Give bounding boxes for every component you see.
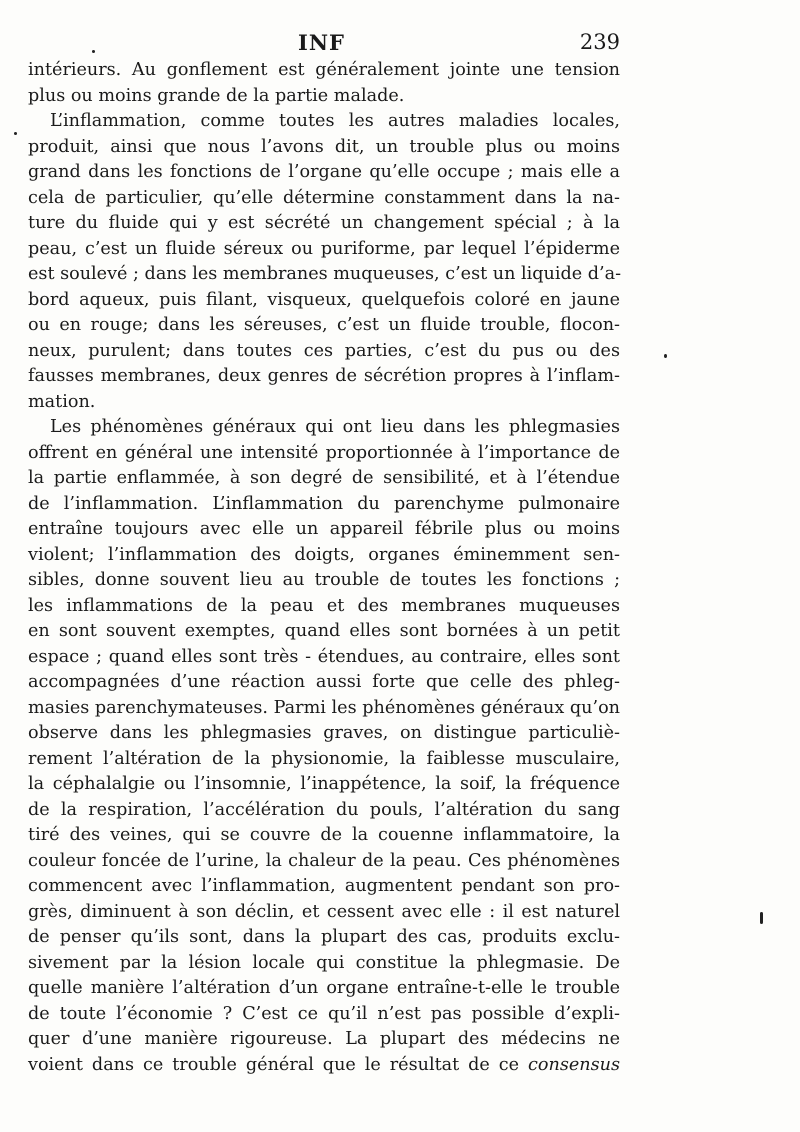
text-line: plus ou moins grande de la partie malade.: [28, 85, 405, 106]
text-line: grand dans les fonctions de l’organe qu’elle occupe ; mais elle a: [28, 162, 620, 182]
ink-speck: [92, 50, 95, 53]
text-line: sibles, donne souvent lieu au trouble de toutes les fonctions ;: [28, 570, 620, 590]
text-line: mation.: [28, 391, 96, 412]
text-line: de la respiration, l’accélération du pouls, l’altération du sang: [28, 799, 620, 820]
text-line: la céphalalgie ou l’insomnie, l’inappétence, la soif, la fréquence: [28, 774, 620, 794]
body-text: [28, 58, 620, 1078]
text-line: offrent en général une intensité proportionnée à l’importance de: [28, 442, 620, 463]
text-line: ou en rouge; dans les séreuses, c’est un fluide trouble, flocon-: [28, 315, 620, 335]
text-line: entraîne toujours avec elle un appareil fébrile plus ou moins: [28, 519, 620, 539]
text-line: sivement par la lésion locale qui constitue la phlegmasie. De: [28, 952, 620, 973]
text-line-start: voient dans ce trouble général que le résultat de ce: [28, 1054, 520, 1075]
text-line: est soulevé ; dans les membranes muqueuses, c’est un liquide d’a-: [28, 264, 622, 284]
text-line: grès, diminuent à son déclin, et cessent avec elle : il est naturel: [28, 901, 620, 922]
text-line: cela de particulier, qu’elle détermine constamment dans la na-: [28, 187, 620, 208]
text-line: fausses membranes, deux genres de sécrétion propres à l’inflam-: [28, 366, 620, 386]
text-line: accompagnées d’une réaction aussi forte que celle des phleg-: [28, 672, 620, 692]
text-line: intérieurs. Au gonflement est généralement jointe une tension: [28, 60, 620, 80]
italic-word: consensus: [528, 1054, 620, 1075]
paragraph-first-line: Les phénomènes généraux qui ont lieu dans les phlegmasies: [50, 417, 620, 437]
text-line: tiré des veines, qui se couvre de la couenne inflammatoire, la: [28, 825, 620, 845]
text-line: ture du fluide qui y est sécrété un changement spécial ; à la: [28, 213, 620, 233]
ink-speck: [664, 354, 667, 358]
catchword-line: [28, 1053, 620, 1079]
text-line: de l’inflammation. L’inflammation du parenchyme pulmonaire: [28, 493, 620, 514]
text-line: en sont souvent exemptes, quand elles sont bornées à un petit: [28, 621, 620, 641]
text-line: couleur foncée de l’urine, la chaleur de la peau. Ces phénomènes: [28, 850, 620, 871]
page-header: [28, 30, 620, 60]
ink-speck: [14, 132, 17, 135]
paragraph-first-line: L’inflammation, comme toutes les autres maladies locales,: [50, 111, 620, 131]
text-line: masies parenchymateuses. Parmi les phénomènes généraux qu’on: [28, 697, 620, 718]
text-line: rement l’altération de la physionomie, la faiblesse musculaire,: [28, 748, 620, 769]
text-line: peau, c’est un fluide séreux ou puriforme, par lequel l’épiderme: [28, 238, 620, 259]
text-line: bord aqueux, puis filant, visqueux, quelquefois coloré en jaune: [28, 289, 620, 310]
ink-speck: [760, 912, 763, 924]
text-line: quelle manière l’altération d’un organe entraîne-t-elle le trouble: [28, 978, 620, 998]
text-line: la partie enflammée, à son degré de sensibilité, et à l’étendue: [28, 468, 620, 488]
text-line: de penser qu’ils sont, dans la plupart des cas, produits exclu-: [28, 927, 620, 947]
text-line: de toute l’économie ? C’est ce qu’il n’est pas possible d’expli-: [28, 1003, 620, 1024]
text-line: espace ; quand elles sont très - étendues, au contraire, elles sont: [28, 646, 620, 667]
text-line: quer d’une manière rigoureuse. La plupart des médecins ne: [28, 1029, 620, 1049]
text-line: commencent avec l’inflammation, augmentent pendant son pro-: [28, 876, 620, 896]
text-line: violent; l’inflammation des doigts, organes éminemment sen-: [28, 544, 620, 565]
running-head: INF: [298, 30, 345, 55]
text-line: produit, ainsi que nous l’avons dit, un trouble plus ou moins: [28, 136, 620, 157]
text-line: observe dans les phlegmasies graves, on distingue particuliè-: [28, 723, 620, 743]
text-line: les inflammations de la peau et des membranes muqueuses: [28, 595, 620, 616]
page-number: 239: [579, 30, 620, 54]
text-line: neux, purulent; dans toutes ces parties, c’est du pus ou des: [28, 340, 620, 361]
